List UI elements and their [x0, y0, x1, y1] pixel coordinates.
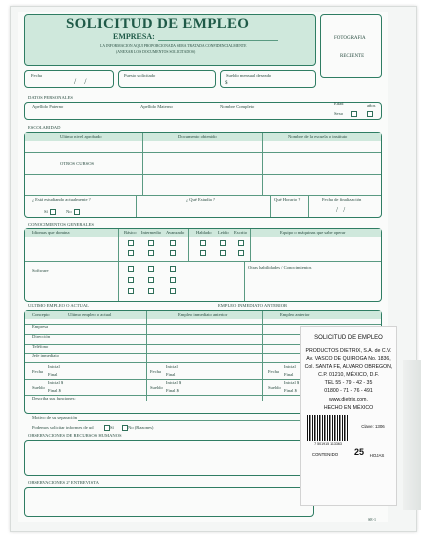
leido-label: Leído: [218, 230, 229, 235]
lang2-inter-checkbox[interactable]: [148, 250, 154, 256]
lang2-read-checkbox[interactable]: [220, 250, 226, 256]
photo-label-2: RECIENTE: [340, 54, 365, 59]
lang-spoken-checkbox[interactable]: [200, 240, 206, 246]
estudiando-si-checkbox[interactable]: [50, 209, 56, 215]
idiomas-label: Idiomas que domina: [32, 230, 70, 235]
apellido-materno-label: Apellido Materno: [140, 104, 173, 109]
escuela-label: Nombre de la escuela o instituto: [288, 134, 348, 139]
sw3-adv-checkbox[interactable]: [170, 288, 176, 294]
form-title: SOLICITUD DE EMPLEO: [66, 16, 250, 32]
intermedio-label: Intermedio: [141, 230, 162, 235]
esc-bottom-col-2: [270, 196, 271, 217]
estudiando-si-label: Sí: [44, 209, 48, 214]
label-contenido: CONTENIDO: [311, 452, 339, 457]
estudiando-no-label: No: [66, 209, 72, 214]
sueldo-label-2: Sueldo: [150, 385, 163, 390]
label-product-name: SOLICITUD DE EMPLEO: [314, 335, 383, 341]
fecha-label-2: Fecha: [150, 369, 161, 374]
con-row-1: [25, 261, 381, 262]
footer-code: SE-1: [368, 517, 376, 522]
informes-si-label: Sí: [110, 425, 114, 430]
escolaridad-box: [24, 132, 382, 218]
lang2-adv-checkbox[interactable]: [170, 250, 176, 256]
final-label-1: Final: [48, 372, 58, 377]
ultimo-empleo-label: Ultimo empleo o actual: [68, 312, 112, 317]
final-label-2: Final: [166, 372, 176, 377]
label-tel-2: 01800 - 71 - 76 - 491: [324, 388, 373, 394]
photo-box: [320, 14, 382, 78]
motivo-label: Motivo de su separación: [32, 415, 78, 420]
lang-read-checkbox[interactable]: [220, 240, 226, 246]
label-clave: Clave: 1306: [361, 424, 385, 429]
avanzado-label: Avanzado: [166, 230, 185, 235]
lang-basic-checkbox[interactable]: [128, 240, 134, 246]
que-horario-label: Qué Horario ?: [274, 197, 301, 202]
funciones-label: Describa sus funciones:: [32, 396, 76, 401]
esc-row-1: [25, 152, 381, 153]
lang2-spoken-checkbox[interactable]: [200, 250, 206, 256]
anterior-label: Empleo anterior: [280, 312, 310, 317]
final-s-label-1: Final $: [48, 388, 61, 393]
apellido-paterno-label: Apellido Paterno: [32, 104, 64, 109]
esc-bottom-col-1: [136, 196, 137, 217]
software-label: Software: [32, 268, 49, 273]
final-label-3: Final: [284, 372, 294, 377]
label-web: www.dietrix.com.: [329, 397, 368, 403]
empleo-section-left: ULTIMO EMPLEO O ACTUAL: [28, 303, 89, 308]
empresa-label: Empresa: [32, 324, 49, 329]
inmediato-label: Empleo inmediato anterior: [178, 312, 228, 317]
sleeve-edge: [403, 360, 421, 510]
con-col-4: [244, 262, 245, 301]
company-label: EMPRESA:: [113, 32, 155, 41]
emp-row-1: [25, 324, 381, 325]
lang-inter-checkbox[interactable]: [148, 240, 154, 246]
label-address-1: Av. VASCO DE QUIROGA No. 1836,: [306, 356, 391, 362]
esc-row-2: [25, 174, 381, 175]
otras-habilidades-label: Otras habilidades / Conocimientos: [248, 265, 312, 270]
puesto-label: Puesto solicitado: [124, 73, 156, 78]
barcode-digits: 7 501915 113363: [314, 442, 342, 446]
sw3-inter-checkbox[interactable]: [148, 288, 154, 294]
label-unit: HOJAS: [369, 453, 385, 458]
sw2-basic-checkbox[interactable]: [128, 277, 134, 283]
obs-rh-title: OBSERVACIONES DE RECURSOS HUMANOS: [28, 433, 122, 438]
label-made-in: HECHO EN MÉXICO: [323, 405, 374, 411]
inicial-s-label-2: Inicial $: [166, 380, 182, 385]
equipo-label: Equipo o máquinas que sabe operar: [280, 230, 346, 235]
sw2-adv-checkbox[interactable]: [170, 277, 176, 283]
sw1-basic-checkbox[interactable]: [128, 266, 134, 272]
escrito-label: Escrito: [234, 230, 248, 235]
inicial-label-1: Inicial: [48, 364, 60, 369]
fecha-fin-slashes: / /: [336, 206, 346, 214]
conocimientos-section-title: CONOCIMIENTOS GENERALES: [28, 222, 94, 227]
datos-section-title: DATOS PERSONALES: [28, 95, 73, 100]
estudiando-no-checkbox[interactable]: [74, 209, 80, 215]
obs-rh-box: [24, 440, 314, 476]
sw3-basic-checkbox[interactable]: [128, 288, 134, 294]
escolaridad-section-title: ESCOLARIDAD: [28, 125, 61, 130]
inicial-label-3: Inicial: [284, 364, 296, 369]
lang-adv-checkbox[interactable]: [170, 240, 176, 246]
sw1-adv-checkbox[interactable]: [170, 266, 176, 272]
disclaimer-1: LA INFORMACION AQUI PROPORCIONADA SERA TRATADA CONFIDENCIALMENTE: [100, 44, 247, 48]
obs-segunda-box: [24, 487, 314, 517]
direccion-label: Dirección: [32, 334, 51, 339]
concepto-label: Concepto: [32, 312, 50, 317]
sueldo-label: Sueldo mensual deseado: [226, 73, 272, 78]
ultimo-nivel-label: Ultimo nivel aprobado: [60, 134, 102, 139]
sw2-inter-checkbox[interactable]: [148, 277, 154, 283]
inicial-label-2: Inicial: [166, 364, 178, 369]
sexo-m-checkbox[interactable]: [351, 111, 357, 117]
sexo-f-checkbox[interactable]: [367, 111, 373, 117]
fecha-label: Fecha: [31, 73, 42, 78]
lang2-written-checkbox[interactable]: [238, 250, 244, 256]
edad-label: Edad: [334, 101, 344, 106]
esc-row-3: [25, 195, 381, 196]
que-estudia-label: ¿ Qué Estudia ?: [186, 197, 215, 202]
inicial-s-label-1: Inicial $: [48, 380, 64, 385]
esc-col-1: [142, 133, 143, 195]
label-tel: TEL 55 - 79 - 42 - 35: [324, 380, 373, 386]
hablado-label: Hablado: [196, 230, 212, 235]
fecha-label-1: Fecha: [32, 369, 43, 374]
jefe-label: Jefe inmediato: [32, 353, 59, 358]
basico-label: Básico: [124, 230, 137, 235]
sueldo-label-1: Sueldo: [32, 385, 45, 390]
con-col-3: [250, 229, 251, 261]
con-col-2: [188, 229, 189, 261]
disclaimer-2: (ANEXAR LOS DOCUMENTOS SOLICITADOS): [116, 50, 196, 54]
con-col-1: [118, 229, 119, 301]
sw1-inter-checkbox[interactable]: [148, 266, 154, 272]
date-slashes: / /: [74, 77, 87, 86]
label-address-2: Col. SANTA FE, ALVARO OBREGON,: [304, 364, 393, 370]
esc-bottom-col-3: [308, 196, 309, 217]
label-address-3: C.P. 01210, MÉXICO, D.F.: [318, 372, 379, 378]
barcode: [307, 415, 349, 441]
obs-segunda-title: OBSERVACIONES 2ª ENTREVISTA: [28, 480, 99, 485]
esc-col-2: [262, 133, 263, 195]
nombre-label: Nombre Completo: [220, 104, 255, 109]
sueldo-label-3: Sueldo: [268, 385, 281, 390]
final-s-label-3: Final $: [284, 388, 297, 393]
company-line: [158, 40, 278, 41]
sexo-label: Sexo: [334, 111, 344, 116]
empleo-section-right: EMPLEO INMEDIATO ANTERIOR: [218, 303, 288, 308]
informes-no-label: No (Razones): [128, 425, 154, 430]
photo-label-1: FOTOGRAFIA: [334, 36, 366, 41]
label-qty: 25: [353, 447, 364, 457]
product-label: [300, 326, 397, 506]
label-company: PRODUCTOS DIETRIX, S.A. de C.V.: [305, 348, 392, 354]
currency-sign: $: [225, 81, 228, 86]
lang-written-checkbox[interactable]: [238, 240, 244, 246]
fecha-label-3: Fecha: [268, 369, 279, 374]
final-s-label-2: Final $: [166, 388, 179, 393]
anos-label: años: [367, 103, 376, 108]
documento-label: Documento obtenido: [178, 134, 217, 139]
informes-label: Podemos solicitar informes de ud: [32, 425, 94, 430]
estudiando-label: ¿ Está estudiando actualmente ?: [32, 197, 91, 202]
inicial-s-label-3: Inicial $: [284, 380, 300, 385]
fecha-fin-label: Fecha de finalización: [322, 197, 362, 202]
telefono-label: Teléfono: [32, 344, 49, 349]
datos-box: [24, 102, 382, 120]
motivo-line: [78, 420, 318, 421]
otros-cursos-label: OTROS CURSOS: [60, 161, 95, 166]
lang2-basic-checkbox[interactable]: [128, 250, 134, 256]
